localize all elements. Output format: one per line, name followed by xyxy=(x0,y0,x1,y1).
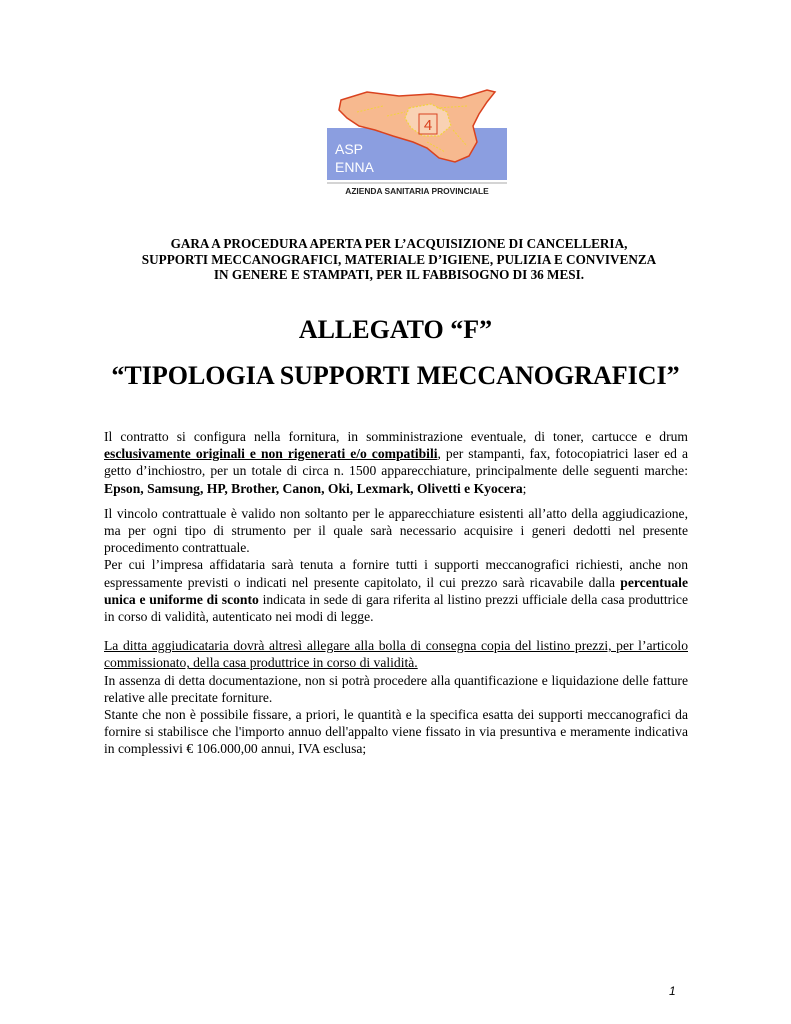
logo-number: 4 xyxy=(423,117,433,134)
heading-line-3: IN GENERE E STAMPATI, PER IL FABBISOGNO DI 36 MESI. xyxy=(213,267,585,282)
sicily-map-logo-icon xyxy=(327,86,507,198)
p1-text-a: Il contratto si configura nella fornitura, in somministrazione eventuale, di toner, cartucce e drum xyxy=(104,429,688,444)
p3-text-a: Per cui l’impresa affidataria sarà tenuta a fornire tutti i supporti meccanografici richiesti, anche non espressamente previsti o indicati nel presente capitolato, il cui prezzo sarà ricavabile dalla xyxy=(104,557,688,590)
p1-brands: Epson, Samsung, HP, Brother, Canon, Oki, Lexmark, Olivetti e Kyocera xyxy=(104,480,523,496)
document-body xyxy=(104,428,688,758)
p1-text-c: , per stampanti, fax, fotocopiatrici laser ed a getto d’inchiostro, per un totale di circa n. 1500 apparecchiature, principalmente delle seguenti marche: xyxy=(104,446,689,479)
asp-enna-logo xyxy=(327,86,507,198)
p3-bold: percentuale unica e uniforme di sconto xyxy=(104,574,688,607)
p1-text-e: ; xyxy=(522,480,527,496)
p1-underlined-bold: esclusivamente originali e non rigenerati e/o compatibili xyxy=(104,446,438,462)
annex-subtitle: “TIPOLOGIA SUPPORTI MECCANOGRAFICI” xyxy=(111,361,680,390)
paragraph-amount: Stante che non è possibile fissare, a priori, le quantità e la specifica esatta dei supporti meccanografici da fornire si stabilisce che l'importo annuo dell'appalto viene fissato in via presuntiva e meramente indicativa in complessivi € 106.000,00 annui, IVA esclusa; xyxy=(104,707,688,757)
paragraph-price-list: La ditta aggiudicataria dovrà altresì allegare alla bolla di consegna copia del listino prezzi, per l’articolo commissionato, della casa produttrice in corso di validità. xyxy=(104,638,688,671)
paragraph-contract-bond: Il vincolo contrattuale è valido non soltanto per le apparecchiature esistenti all’atto della aggiudicazione, ma per ogni tipo di strumento per il quale sarà necessario acquisire i generi dedotti nel presente procedimento contrattuale. xyxy=(104,505,688,556)
logo-enna: ENNA xyxy=(335,159,374,175)
heading-line-2: SUPPORTI MECCANOGRAFICI, MATERIALE D’IGIENE, PULIZIA E CONVIVENZA xyxy=(141,251,657,267)
page-number: 1 xyxy=(669,984,676,998)
paragraph-documentation: In assenza di detta documentazione, non si potrà procedere alla quantificazione e liquidazione delle fatture relative alle precitate forniture. xyxy=(104,672,688,705)
tender-heading xyxy=(104,236,694,283)
paragraph-contract-scope xyxy=(104,428,688,497)
p3-text-c: indicata in sede di gara riferita al listino prezzi ufficiale della casa produttrice in corso di validità, autenticato nei modi di legge. xyxy=(104,591,688,625)
logo-org: AZIENDA SANITARIA PROVINCIALE xyxy=(345,186,489,196)
logo-asp: ASP xyxy=(335,141,364,157)
paragraph-discount xyxy=(104,556,688,625)
heading-line-1: GARA A PROCEDURA APERTA PER L’ACQUISIZIONE DI CANCELLERIA, xyxy=(170,236,628,251)
annex-title: ALLEGATO “F” xyxy=(298,315,493,344)
